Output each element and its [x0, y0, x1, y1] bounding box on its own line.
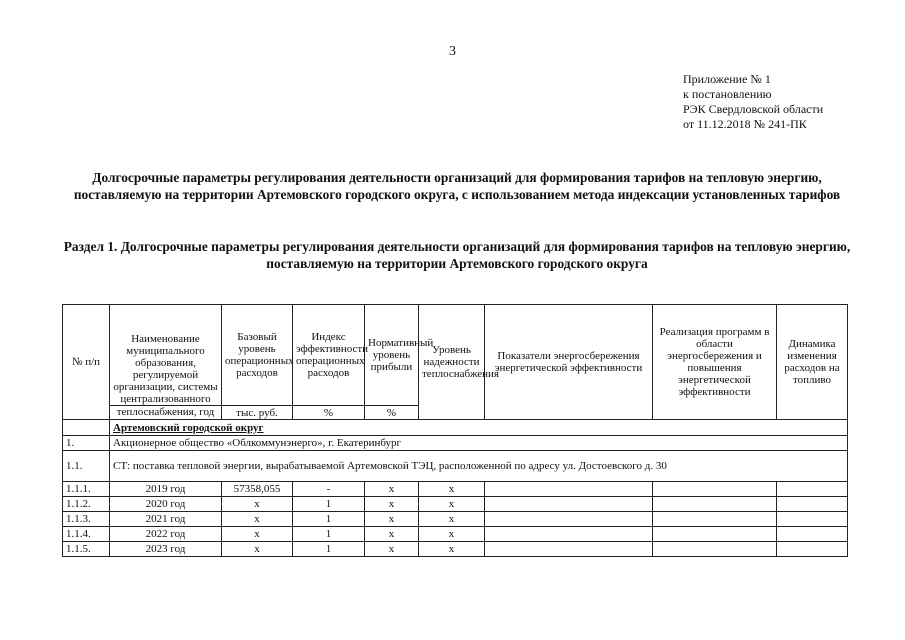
row-num: 1.1.4. — [63, 527, 110, 542]
row-reliability: х — [419, 542, 485, 557]
row-programs — [653, 482, 777, 497]
header-reliability: Уровень надежности теплоснабжения — [419, 305, 485, 420]
row-programs — [653, 527, 777, 542]
row-index: 1 — [293, 527, 365, 542]
table-row — [63, 512, 848, 527]
system-num: 1.1. — [63, 451, 110, 482]
section-title: Раздел 1. Долгосрочные параметры регулирования деятельности организаций для формирования тарифов на тепловую энергию, поставляемую на территории Артемовского городского округа — [63, 239, 851, 271]
header-profit: Нормативный уровень прибыли — [365, 305, 419, 406]
row-reliability: х — [419, 482, 485, 497]
header-num: № п/п — [63, 305, 110, 420]
row-energy — [485, 527, 653, 542]
document-title: Долгосрочные параметры регулирования деятельности организаций для формирования тарифов на тепловую энергию, поставляемую на территории Артемовского городского округа, с использованием метода индексации установленных тарифов — [73, 170, 841, 202]
header-fuel: Динамика изменения расходов на топливо — [777, 305, 848, 420]
row-fuel — [777, 482, 848, 497]
header-base-unit: тыс. руб. — [222, 406, 293, 420]
row-index: 1 — [293, 512, 365, 527]
row-profit: х — [365, 497, 419, 512]
table-row — [63, 482, 848, 497]
header-energy: Показатели энергосбережения энергетической эффективности — [485, 305, 653, 420]
row-fuel — [777, 527, 848, 542]
municipality-row: Артемовский городской округ — [110, 420, 848, 436]
row-num: 1.1.2. — [63, 497, 110, 512]
page-number: 3 — [449, 44, 456, 59]
appendix-line: к постановлению — [683, 87, 772, 101]
appendix-note — [683, 72, 823, 132]
appendix-line: Приложение № 1 — [683, 72, 771, 86]
table-row — [63, 527, 848, 542]
header-index-unit: % — [293, 406, 365, 420]
row-num: 1.1.1. — [63, 482, 110, 497]
row-fuel — [777, 512, 848, 527]
row-energy — [485, 482, 653, 497]
row-base: х — [222, 512, 293, 527]
header-index: Индекс эффективности операционных расходов — [293, 305, 365, 406]
header-name-unit: теплоснабжения, год — [110, 406, 222, 420]
row-reliability: х — [419, 497, 485, 512]
row-year: 2022 год — [110, 527, 222, 542]
row-base: 57358,055 — [222, 482, 293, 497]
row-num: 1.1.5. — [63, 542, 110, 557]
row-index: 1 — [293, 497, 365, 512]
row-profit: х — [365, 512, 419, 527]
row-base: х — [222, 542, 293, 557]
row-programs — [653, 497, 777, 512]
header-base: Базовый уровень операционных расходов — [222, 305, 293, 406]
header-profit-unit: % — [365, 406, 419, 420]
row-energy — [485, 542, 653, 557]
row-energy — [485, 497, 653, 512]
row-base: х — [222, 527, 293, 542]
row-fuel — [777, 497, 848, 512]
table-row — [63, 497, 848, 512]
org-name: Акционерное общество «Облкоммунэнерго», г. Екатеринбург — [110, 436, 848, 451]
row-base: х — [222, 497, 293, 512]
appendix-line: РЭК Свердловской области — [683, 102, 824, 116]
header-name: Наименование муниципального образования, регулируемой организации, системы централизованного — [110, 305, 222, 406]
row-programs — [653, 512, 777, 527]
appendix-line: от 11.12.2018 № 241-ПК — [683, 117, 807, 131]
row-fuel — [777, 542, 848, 557]
row-index: - — [293, 482, 365, 497]
row-year: 2019 год — [110, 482, 222, 497]
row-index: 1 — [293, 542, 365, 557]
row-profit: х — [365, 542, 419, 557]
row-reliability: х — [419, 512, 485, 527]
row-year: 2021 год — [110, 512, 222, 527]
empty-cell — [63, 420, 110, 436]
org-num: 1. — [63, 436, 110, 451]
row-programs — [653, 542, 777, 557]
row-energy — [485, 512, 653, 527]
table-row — [63, 542, 848, 557]
system-name: СТ: поставка тепловой энергии, вырабатываемой Артемовской ТЭЦ, расположенной по адресу ул. Достоевского д. 30 — [110, 451, 848, 482]
parameters-table — [62, 304, 848, 557]
row-year: 2023 год — [110, 542, 222, 557]
row-profit: х — [365, 482, 419, 497]
row-profit: х — [365, 527, 419, 542]
row-num: 1.1.3. — [63, 512, 110, 527]
row-year: 2020 год — [110, 497, 222, 512]
header-programs: Реализация программ в области энергосбережения и повышения энергетической эффективности — [653, 305, 777, 420]
row-reliability: х — [419, 527, 485, 542]
